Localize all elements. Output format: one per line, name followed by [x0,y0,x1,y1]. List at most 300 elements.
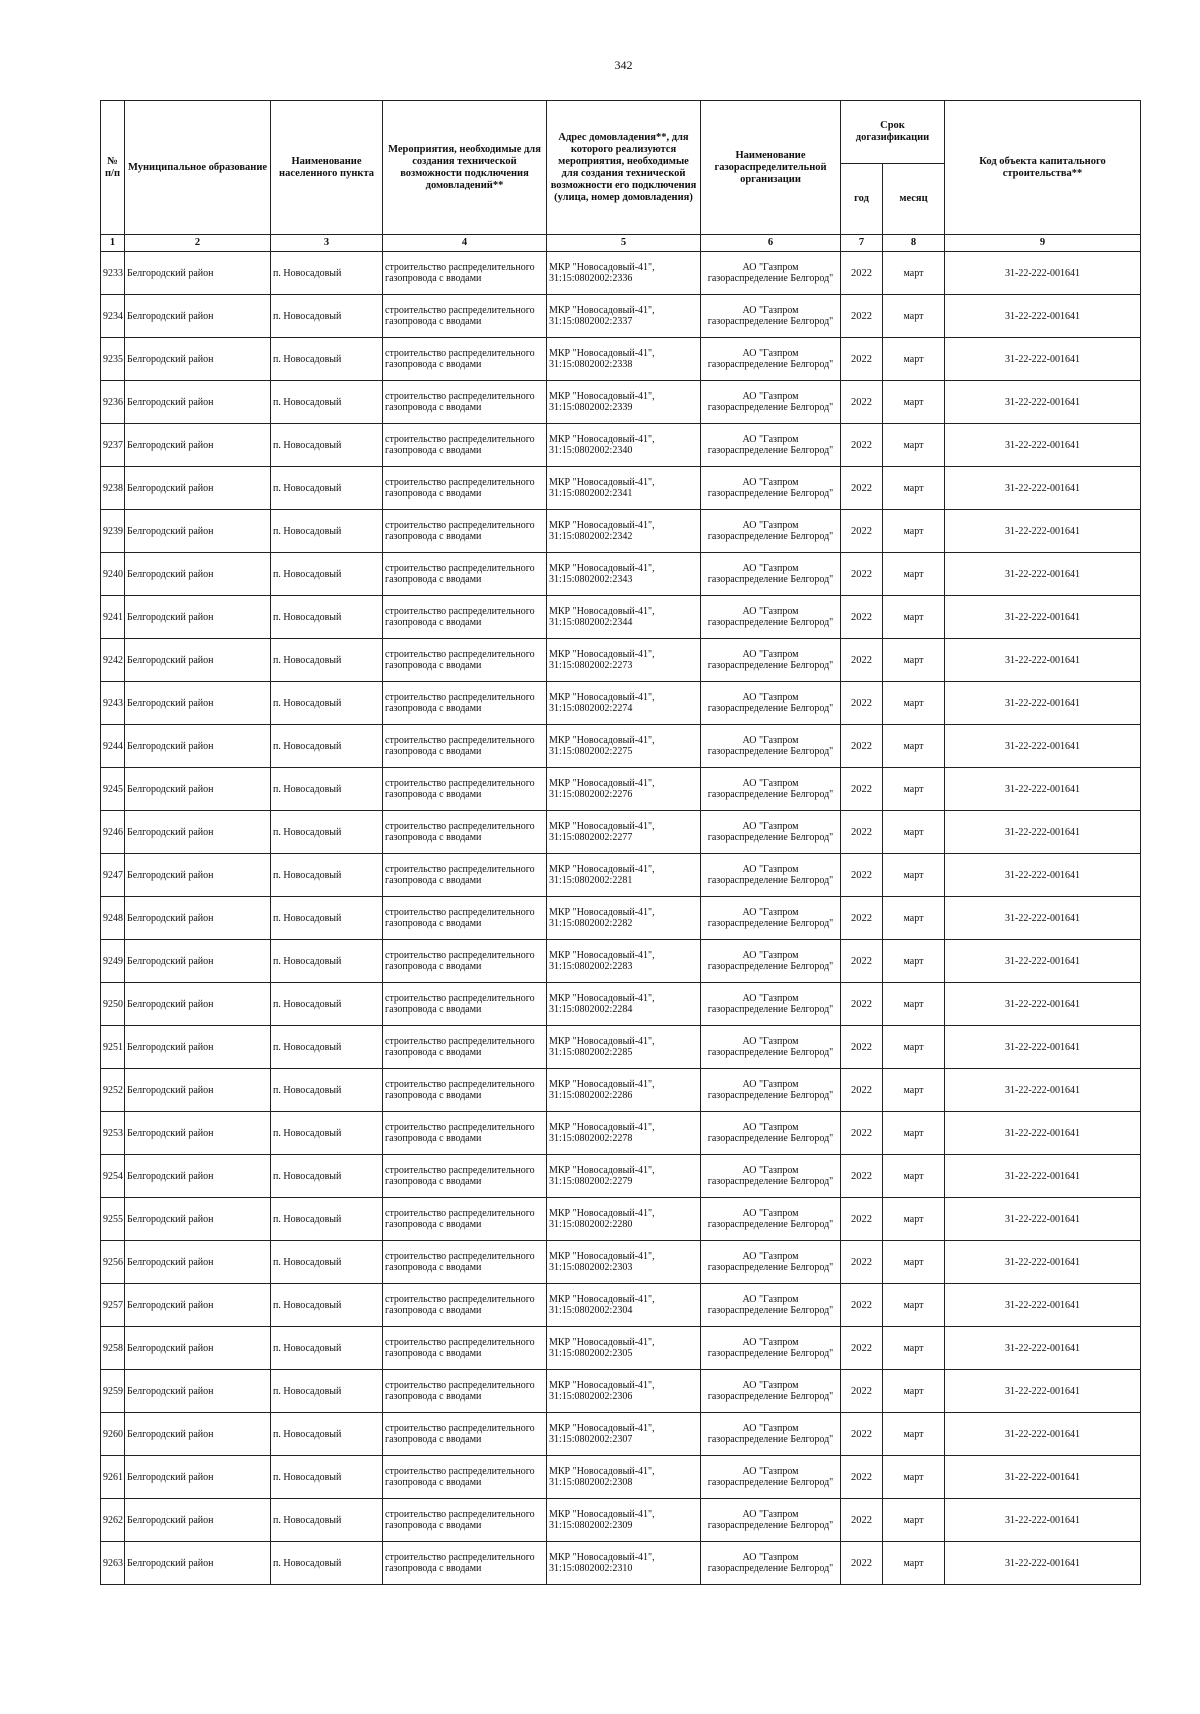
activity-line: газопровода с вводами [385,660,482,671]
activity-line: газопровода с вводами [385,273,482,284]
row-address [547,1026,701,1069]
row-month: март [883,940,945,983]
address-line: МКР "Новосадовый-41", [549,262,655,273]
row-organization [701,1499,841,1542]
row-activity [383,1026,547,1069]
address-line: 31:15:0802002:2277 [549,832,633,843]
activity-line: строительство распределительного [385,1251,535,1262]
activity-line: строительство распределительного [385,391,535,402]
activity-line: газопровода с вводами [385,402,482,413]
organization-line: АО "Газпром [742,348,799,359]
address-line: 31:15:0802002:2340 [549,445,633,456]
row-settlement: п. Новосадовый [271,940,383,983]
row-address [547,940,701,983]
activity-line: газопровода с вводами [385,875,482,886]
row-municipality: Белгородский район [125,897,271,940]
address-line: МКР "Новосадовый-41", [549,477,655,488]
row-organization [701,897,841,940]
row-month: март [883,897,945,940]
address-line: МКР "Новосадовый-41", [549,563,655,574]
row-address [547,338,701,381]
address-line: МКР "Новосадовый-41", [549,520,655,531]
row-activity [383,252,547,295]
organization-line: АО "Газпром [742,864,799,875]
column-numbers-row [101,235,1141,252]
row-address [547,424,701,467]
row-number: 9253 [101,1112,125,1155]
address-line: МКР "Новосадовый-41", [549,606,655,617]
row-settlement: п. Новосадовый [271,1456,383,1499]
row-year: 2022 [841,1026,883,1069]
activity-line: строительство распределительного [385,692,535,703]
activity-line: газопровода с вводами [385,1391,482,1402]
row-organization [701,854,841,897]
activity-line: газопровода с вводами [385,1133,482,1144]
row-organization [701,940,841,983]
row-municipality: Белгородский район [125,725,271,768]
table-row [101,983,1141,1026]
organization-line: газораспределение Белгород" [707,445,834,456]
address-line: МКР "Новосадовый-41", [549,692,655,703]
activity-line: газопровода с вводами [385,1176,482,1187]
organization-line: газораспределение Белгород" [707,1391,834,1402]
row-activity [383,682,547,725]
table-row [101,467,1141,510]
activity-line: газопровода с вводами [385,359,482,370]
address-line: 31:15:0802002:2303 [549,1262,633,1273]
row-code: 31-22-222-001641 [945,467,1141,510]
address-line: 31:15:0802002:2342 [549,531,633,542]
row-address [547,1198,701,1241]
row-number: 9263 [101,1542,125,1585]
row-month: март [883,596,945,639]
row-code: 31-22-222-001641 [945,983,1141,1026]
row-year: 2022 [841,424,883,467]
activity-line: строительство распределительного [385,477,535,488]
row-organization [701,424,841,467]
row-activity [383,725,547,768]
row-settlement: п. Новосадовый [271,1370,383,1413]
row-activity [383,1327,547,1370]
organization-line: газораспределение Белгород" [707,703,834,714]
row-year: 2022 [841,1069,883,1112]
table-row [101,811,1141,854]
row-organization [701,1069,841,1112]
table-header [101,101,1141,252]
address-line: 31:15:0802002:2285 [549,1047,633,1058]
activity-line: строительство распределительного [385,1294,535,1305]
row-address [547,725,701,768]
table-row [101,1413,1141,1456]
organization-line: газораспределение Белгород" [707,1262,834,1273]
row-municipality: Белгородский район [125,596,271,639]
activity-line: газопровода с вводами [385,445,482,456]
activity-line: строительство распределительного [385,434,535,445]
row-year: 2022 [841,1241,883,1284]
address-line: МКР "Новосадовый-41", [549,1337,655,1348]
gasification-table-container [100,100,1140,1585]
table-row [101,381,1141,424]
activity-line: строительство распределительного [385,778,535,789]
row-number: 9255 [101,1198,125,1241]
row-settlement: п. Новосадовый [271,295,383,338]
table-row [101,854,1141,897]
row-organization [701,510,841,553]
organization-line: АО "Газпром [742,692,799,703]
row-address [547,1112,701,1155]
address-line: 31:15:0802002:2276 [549,789,633,800]
row-activity [383,1198,547,1241]
activity-line: строительство распределительного [385,1165,535,1176]
address-line: МКР "Новосадовый-41", [549,1165,655,1176]
row-organization [701,1112,841,1155]
organization-line: АО "Газпром [742,1208,799,1219]
address-line: 31:15:0802002:2283 [549,961,633,972]
row-address [547,1155,701,1198]
organization-line: АО "Газпром [742,563,799,574]
row-address [547,811,701,854]
row-activity [383,1413,547,1456]
address-line: 31:15:0802002:2305 [549,1348,633,1359]
organization-line: газораспределение Белгород" [707,574,834,585]
organization-line: АО "Газпром [742,1122,799,1133]
row-activity [383,1370,547,1413]
address-line: 31:15:0802002:2279 [549,1176,633,1187]
row-address [547,1542,701,1585]
address-line: МКР "Новосадовый-41", [549,1509,655,1520]
organization-line: газораспределение Белгород" [707,1047,834,1058]
header-num: № п/п [101,101,125,235]
activity-line: газопровода с вводами [385,531,482,542]
activity-line: газопровода с вводами [385,1477,482,1488]
row-month: март [883,1370,945,1413]
address-line: 31:15:0802002:2309 [549,1520,633,1531]
row-number: 9259 [101,1370,125,1413]
activity-line: строительство распределительного [385,1036,535,1047]
row-number: 9249 [101,940,125,983]
organization-line: АО "Газпром [742,950,799,961]
row-number: 9238 [101,467,125,510]
row-organization [701,1241,841,1284]
activity-line: газопровода с вводами [385,703,482,714]
activity-line: газопровода с вводами [385,1305,482,1316]
row-activity [383,1155,547,1198]
row-municipality: Белгородский район [125,1112,271,1155]
address-line: МКР "Новосадовый-41", [549,1208,655,1219]
row-municipality: Белгородский район [125,1456,271,1499]
activity-line: газопровода с вводами [385,1047,482,1058]
row-month: март [883,1026,945,1069]
row-activity [383,1284,547,1327]
row-municipality: Белгородский район [125,467,271,510]
activity-line: строительство распределительного [385,1552,535,1563]
table-row [101,295,1141,338]
row-number: 9240 [101,553,125,596]
row-month: март [883,467,945,510]
table-row [101,1456,1141,1499]
organization-line: АО "Газпром [742,1165,799,1176]
row-settlement: п. Новосадовый [271,854,383,897]
row-activity [383,1499,547,1542]
row-address [547,295,701,338]
row-organization [701,1026,841,1069]
activity-line: газопровода с вводами [385,1434,482,1445]
address-line: 31:15:0802002:2306 [549,1391,633,1402]
header-address: Адрес домовладения**, для которого реализуются мероприятия, необходимые для создания технической возможности его подключения (улица, номер домовладения) [547,101,701,235]
organization-line: АО "Газпром [742,778,799,789]
row-municipality: Белгородский район [125,1026,271,1069]
row-settlement: п. Новосадовый [271,510,383,553]
address-line: 31:15:0802002:2304 [549,1305,633,1316]
row-year: 2022 [841,1542,883,1585]
row-address [547,983,701,1026]
row-number: 9256 [101,1241,125,1284]
row-code: 31-22-222-001641 [945,1155,1141,1198]
row-number: 9250 [101,983,125,1026]
table-row [101,596,1141,639]
row-activity [383,1542,547,1585]
row-organization [701,682,841,725]
activity-line: строительство распределительного [385,520,535,531]
row-year: 2022 [841,381,883,424]
activity-line: строительство распределительного [385,993,535,1004]
activity-line: газопровода с вводами [385,961,482,972]
organization-line: АО "Газпром [742,606,799,617]
row-number: 9260 [101,1413,125,1456]
row-year: 2022 [841,983,883,1026]
row-number: 9257 [101,1284,125,1327]
row-address [547,1284,701,1327]
row-code: 31-22-222-001641 [945,1456,1141,1499]
row-number: 9242 [101,639,125,682]
row-address [547,1413,701,1456]
row-year: 2022 [841,1155,883,1198]
row-municipality: Белгородский район [125,1069,271,1112]
row-settlement: п. Новосадовый [271,1112,383,1155]
row-activity [383,811,547,854]
row-code: 31-22-222-001641 [945,338,1141,381]
address-line: 31:15:0802002:2278 [549,1133,633,1144]
row-organization [701,596,841,639]
row-organization [701,1155,841,1198]
row-code: 31-22-222-001641 [945,1327,1141,1370]
row-municipality: Белгородский район [125,1499,271,1542]
organization-line: АО "Газпром [742,1251,799,1262]
row-settlement: п. Новосадовый [271,1241,383,1284]
organization-line: газораспределение Белгород" [707,660,834,671]
row-number: 9235 [101,338,125,381]
header-code: Код объекта капитального строительства** [945,101,1141,235]
header-month: месяц [883,164,945,235]
address-line: 31:15:0802002:2344 [549,617,633,628]
row-year: 2022 [841,596,883,639]
row-municipality: Белгородский район [125,983,271,1026]
row-code: 31-22-222-001641 [945,897,1141,940]
organization-line: АО "Газпром [742,993,799,1004]
row-month: март [883,1456,945,1499]
row-month: март [883,1155,945,1198]
row-activity [383,1069,547,1112]
organization-line: газораспределение Белгород" [707,1563,834,1574]
row-code: 31-22-222-001641 [945,1284,1141,1327]
row-municipality: Белгородский район [125,639,271,682]
activity-line: газопровода с вводами [385,789,482,800]
row-address [547,639,701,682]
row-number: 9234 [101,295,125,338]
row-municipality: Белгородский район [125,1413,271,1456]
address-line: 31:15:0802002:2284 [549,1004,633,1015]
table-row [101,1284,1141,1327]
row-month: март [883,338,945,381]
table-row [101,252,1141,295]
activity-line: газопровода с вводами [385,1219,482,1230]
row-code: 31-22-222-001641 [945,1370,1141,1413]
address-line: 31:15:0802002:2310 [549,1563,633,1574]
organization-line: газораспределение Белгород" [707,1305,834,1316]
row-code: 31-22-222-001641 [945,381,1141,424]
activity-line: газопровода с вводами [385,574,482,585]
organization-line: газораспределение Белгород" [707,1520,834,1531]
row-code: 31-22-222-001641 [945,553,1141,596]
activity-line: газопровода с вводами [385,1004,482,1015]
row-address [547,1327,701,1370]
address-line: 31:15:0802002:2280 [549,1219,633,1230]
row-settlement: п. Новосадовый [271,381,383,424]
row-month: март [883,1542,945,1585]
row-code: 31-22-222-001641 [945,768,1141,811]
gasification-table [100,100,1141,1585]
table-row [101,1069,1141,1112]
row-number: 9244 [101,725,125,768]
activity-line: строительство распределительного [385,1122,535,1133]
column-number: 2 [125,235,271,252]
organization-line: газораспределение Белгород" [707,402,834,413]
row-code: 31-22-222-001641 [945,1542,1141,1585]
row-code: 31-22-222-001641 [945,1112,1141,1155]
row-code: 31-22-222-001641 [945,682,1141,725]
row-activity [383,983,547,1026]
organization-line: АО "Газпром [742,262,799,273]
activity-line: газопровода с вводами [385,316,482,327]
organization-line: АО "Газпром [742,305,799,316]
row-address [547,768,701,811]
address-line: 31:15:0802002:2337 [549,316,633,327]
row-number: 9239 [101,510,125,553]
row-municipality: Белгородский район [125,1198,271,1241]
row-organization [701,295,841,338]
row-activity [383,639,547,682]
address-line: 31:15:0802002:2274 [549,703,633,714]
organization-line: АО "Газпром [742,1552,799,1563]
organization-line: газораспределение Белгород" [707,488,834,499]
organization-line: газораспределение Белгород" [707,832,834,843]
row-code: 31-22-222-001641 [945,1499,1141,1542]
row-year: 2022 [841,854,883,897]
address-line: 31:15:0802002:2273 [549,660,633,671]
row-activity [383,768,547,811]
activity-line: газопровода с вводами [385,1563,482,1574]
row-month: март [883,768,945,811]
activity-line: газопровода с вводами [385,1090,482,1101]
row-year: 2022 [841,811,883,854]
row-address [547,467,701,510]
row-settlement: п. Новосадовый [271,338,383,381]
address-line: 31:15:0802002:2338 [549,359,633,370]
row-organization [701,1284,841,1327]
header-activity: Мероприятия, необходимые для создания технической возможности подключения домовладений** [383,101,547,235]
row-organization [701,725,841,768]
address-line: МКР "Новосадовый-41", [549,1380,655,1391]
row-month: март [883,639,945,682]
table-row [101,639,1141,682]
header-settlement: Наименование населенного пункта [271,101,383,235]
row-municipality: Белгородский район [125,1241,271,1284]
row-municipality: Белгородский район [125,1370,271,1413]
header-period: Срок догазификации [841,101,945,164]
activity-line: строительство распределительного [385,563,535,574]
row-settlement: п. Новосадовый [271,553,383,596]
row-code: 31-22-222-001641 [945,295,1141,338]
address-line: МКР "Новосадовый-41", [549,1466,655,1477]
row-settlement: п. Новосадовый [271,897,383,940]
row-settlement: п. Новосадовый [271,252,383,295]
activity-line: газопровода с вводами [385,832,482,843]
row-organization [701,467,841,510]
activity-line: строительство распределительного [385,1208,535,1219]
row-municipality: Белгородский район [125,682,271,725]
row-number: 9236 [101,381,125,424]
row-code: 31-22-222-001641 [945,854,1141,897]
table-row [101,682,1141,725]
row-settlement: п. Новосадовый [271,1069,383,1112]
row-code: 31-22-222-001641 [945,1241,1141,1284]
table-row [101,1241,1141,1284]
address-line: МКР "Новосадовый-41", [549,391,655,402]
row-month: март [883,1327,945,1370]
address-line: МКР "Новосадовый-41", [549,1552,655,1563]
organization-line: газораспределение Белгород" [707,1004,834,1015]
address-line: 31:15:0802002:2307 [549,1434,633,1445]
address-line: МКР "Новосадовый-41", [549,1122,655,1133]
row-code: 31-22-222-001641 [945,725,1141,768]
page-number: 342 [614,58,633,72]
row-number: 9247 [101,854,125,897]
activity-line: строительство распределительного [385,907,535,918]
row-organization [701,983,841,1026]
row-settlement: п. Новосадовый [271,1155,383,1198]
address-line: 31:15:0802002:2341 [549,488,633,499]
row-number: 9252 [101,1069,125,1112]
organization-line: газораспределение Белгород" [707,617,834,628]
row-month: март [883,811,945,854]
activity-line: строительство распределительного [385,1423,535,1434]
column-number: 4 [383,235,547,252]
row-organization [701,252,841,295]
address-line: МКР "Новосадовый-41", [549,864,655,875]
row-year: 2022 [841,682,883,725]
column-number: 3 [271,235,383,252]
row-municipality: Белгородский район [125,1284,271,1327]
row-year: 2022 [841,295,883,338]
row-settlement: п. Новосадовый [271,639,383,682]
row-organization [701,338,841,381]
address-line: МКР "Новосадовый-41", [549,305,655,316]
organization-line: газораспределение Белгород" [707,961,834,972]
row-activity [383,424,547,467]
row-month: март [883,510,945,553]
row-organization [701,1198,841,1241]
row-settlement: п. Новосадовый [271,1284,383,1327]
